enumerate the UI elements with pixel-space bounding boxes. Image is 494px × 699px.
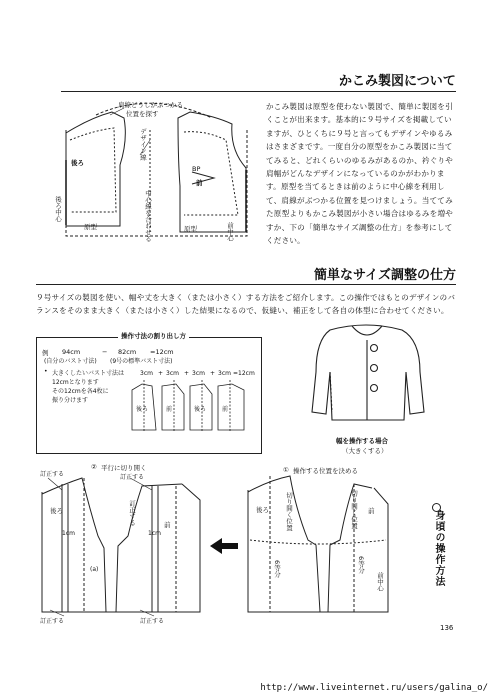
jacket-caption-2: （大きくする） [342, 447, 388, 455]
page-number: 136 [440, 624, 454, 632]
plus-1: + [158, 370, 164, 377]
cut-position-2: 切り開く位置 [350, 490, 358, 529]
explain-3: その12cmを各4枚に [52, 388, 109, 395]
step1-divide-left: 6等分 [273, 560, 281, 578]
back-center-label: 後ろ中心 [54, 196, 62, 222]
size-intro: ９号サイズの製図を使い、幅や丈を大きく（または小さく）する方法をご紹介します。この操作ではもとのデザインのバランスをそのまま大きく（または小さく）した結果になるので、仮縫い、補正をして各自の体型に合わせてください。 [36, 293, 456, 315]
bust-result: =12cm [150, 348, 174, 356]
calc-header: 操作寸法の割り出し方 [118, 331, 189, 340]
shoulder-note-line1: 肩線どうしがぶつかる [118, 101, 183, 109]
step1-back: 後ろ [256, 506, 269, 514]
mini-back-2: 後ろ [194, 406, 207, 413]
back-label: 後ろ [71, 159, 84, 167]
bust-std: 82cm [118, 348, 137, 356]
front-label: 前 [196, 179, 203, 187]
step1-divide-right: 6等分 [357, 556, 365, 574]
gap-1cm-right: 1cm [148, 530, 161, 537]
gap-1cm-left: 1cm [62, 530, 75, 537]
correct-top-mid: 訂正する [120, 474, 145, 481]
note-std: (9号の標準バスト寸法) [110, 358, 173, 365]
bp-label: BP [192, 165, 201, 173]
step2-front: 前 [164, 521, 171, 529]
correct-bottom-left: 訂正する [40, 618, 65, 625]
correct-top-right: 訂正する [128, 500, 136, 526]
correct-bottom-right: 訂正する [140, 618, 165, 625]
calc-example: 例 [42, 349, 49, 357]
center-align-label: 中心線を合わせる [144, 190, 152, 242]
gap-mid-label: (a) [90, 566, 99, 573]
step1-front-center: 前中心 [376, 572, 384, 592]
explain-4: 振り分けます [52, 397, 89, 404]
step1-title: 操作する位置を決める [293, 467, 358, 475]
split-1: 3cm [140, 370, 153, 377]
prototype-right-label: 原型 [184, 225, 197, 233]
explain-1: 大きくしたいバスト寸法は [52, 370, 125, 377]
mini-front-2: 前 [222, 406, 229, 413]
split-3: 3cm [192, 370, 205, 377]
note-mine: (自分のバスト寸法) [44, 358, 97, 365]
explain-2: 12cmとなります [52, 379, 99, 386]
front-center-label: 前中心 [226, 222, 234, 242]
bullet: • [44, 368, 48, 375]
jacket-caption-1: 幅を操作する場合 [336, 437, 388, 445]
correct-top-left: 訂正する [40, 471, 65, 478]
plus-2: + [184, 370, 190, 377]
mini-front-1: 前 [166, 406, 173, 413]
step2-number: ② [91, 463, 97, 471]
cut-position-1: 切り開く位置 [285, 492, 293, 531]
design-line-label: デザイン線 [139, 128, 147, 161]
source-url: http://www.liveinternet.ru/users/galina_o/ [260, 683, 488, 693]
split-4: 3cm [218, 370, 231, 377]
side-title: 身頃の操作方法 [433, 510, 444, 587]
step1-number: ① [283, 466, 289, 474]
plus-3: + [210, 370, 216, 377]
prototype-left-label: 原型 [84, 223, 97, 231]
bust-mine: 94cm [62, 348, 81, 356]
step2-back: 後ろ [50, 507, 63, 515]
minus-sign: − [102, 348, 108, 356]
split-total: =12cm [233, 370, 255, 377]
shoulder-note-line2: 位置を探す [126, 110, 159, 118]
kakomi-description: かこみ製図は原型を使わない製図で、簡単に製図を引くことが出来ます。基本的に９号サイズを掲載していますが、ひとくちに９号と言ってもデザインやゆるみはさまざまです。一度自分の原型をかこみ製図に当ててみると、どれくらいのゆるみがあるのか、衿ぐりや肩幅がどんなデザインになっているのかがわかります。原型を当てるときは前のように中心線を利用して、肩線がぶつかる位置を見つけましょう。当ててみた原型よりもかこみ製図が小さい場合はゆるみを増やすか、下の「簡単なサイズ調整の仕方」を参考にしてください。 [266, 102, 454, 246]
section-title-size: 簡単なサイズ調整の仕方 [314, 268, 456, 283]
step1-front: 前 [368, 507, 375, 515]
step2-title: 平行に切り開く [101, 464, 147, 472]
split-2: 3cm [166, 370, 179, 377]
section-title-kakomi: かこみ製図について [339, 74, 456, 89]
mini-back: 後ろ [136, 406, 149, 413]
